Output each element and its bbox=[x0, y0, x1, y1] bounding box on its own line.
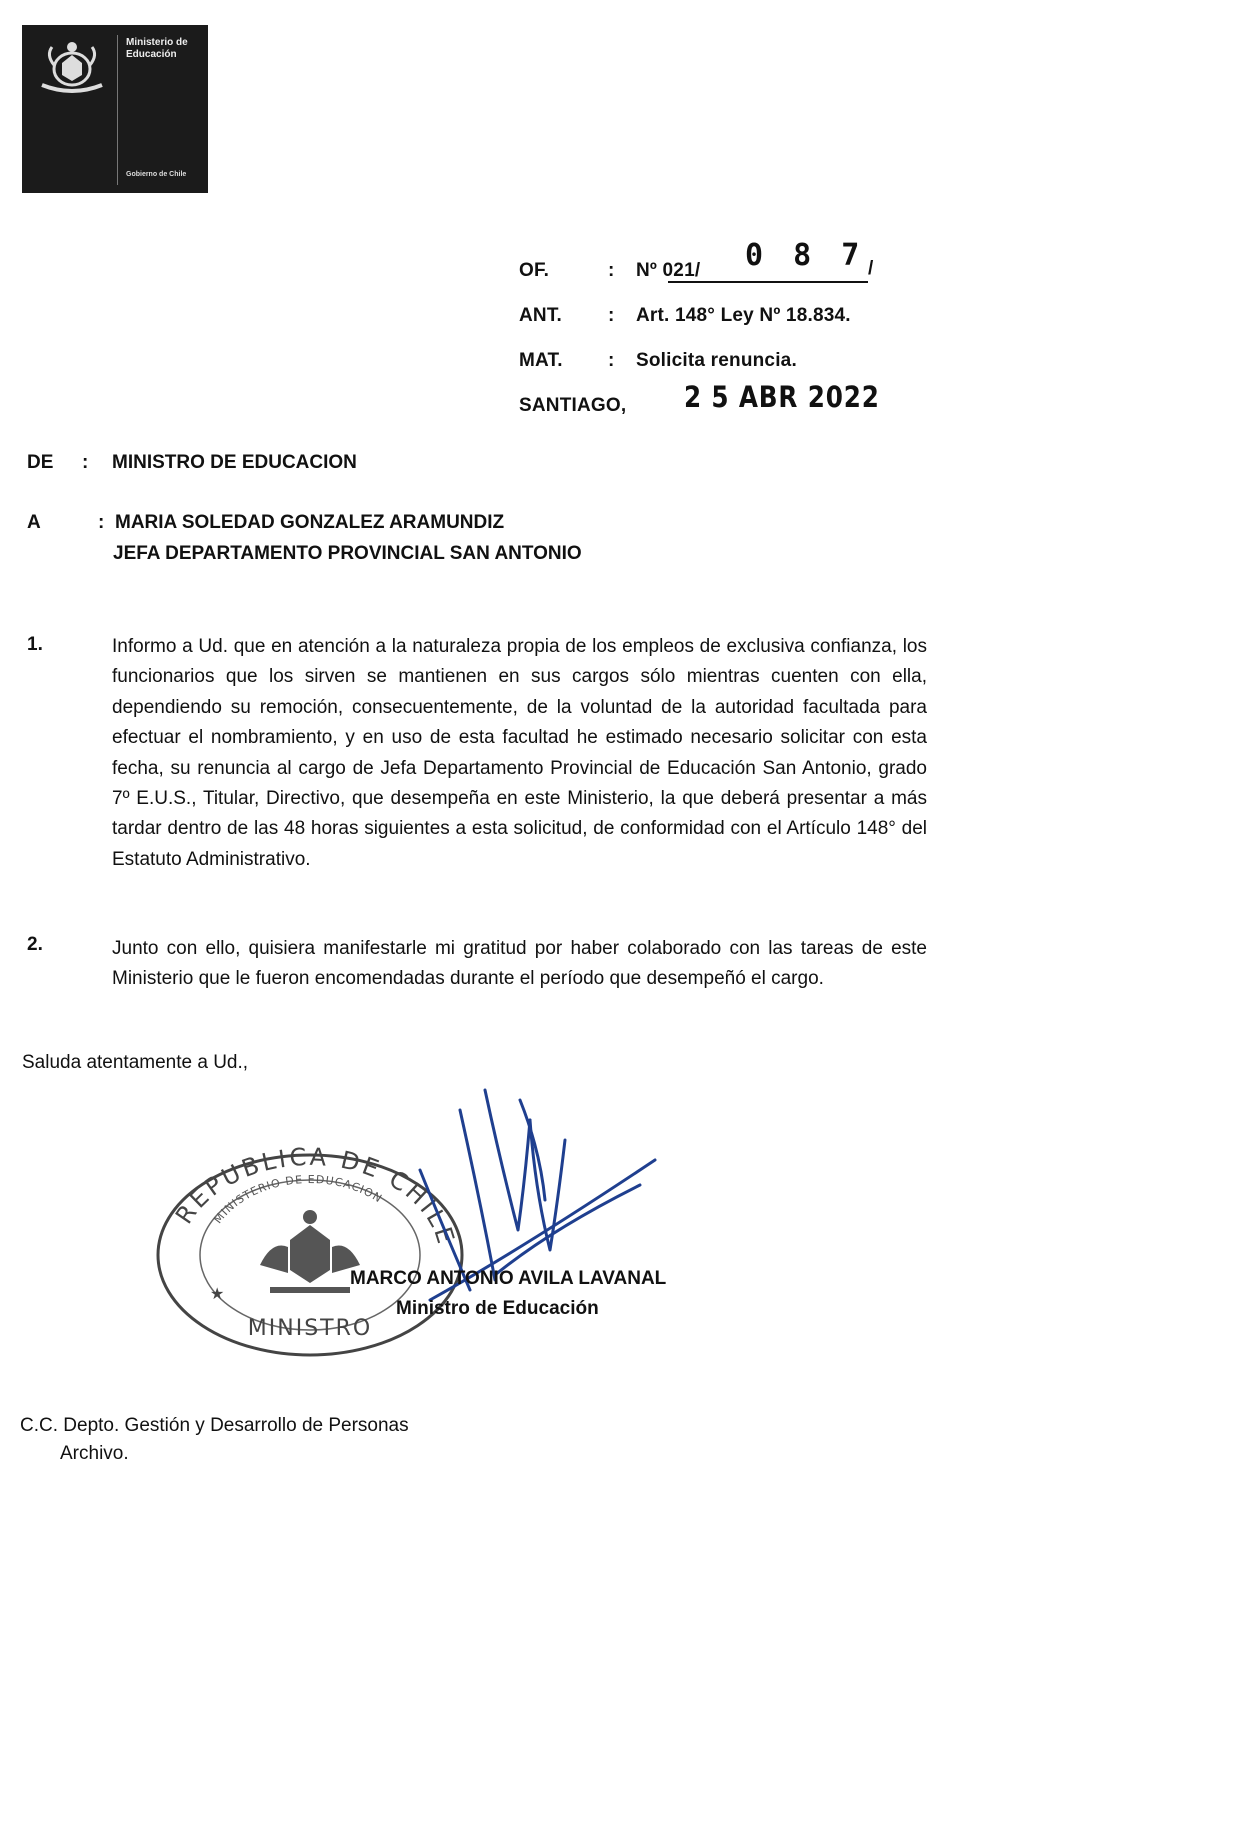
paragraph-2: Junto con ello, quisiera manifestarle mi gratitud por haber colaborado con las tareas de este Ministerio que le fueron encomendadas durante el período que desempeñó el cargo. bbox=[112, 938, 927, 990]
of-prefix: Nº 021/ bbox=[636, 260, 701, 281]
signatory-name: MARCO ANTONIO AVILA LAVANAL bbox=[350, 1268, 667, 1289]
handwritten-signature bbox=[400, 1080, 680, 1330]
of-label: OF. bbox=[519, 260, 550, 281]
seal-emblem bbox=[260, 1210, 360, 1293]
a-colon: : bbox=[98, 512, 105, 533]
logo-divider bbox=[117, 35, 118, 185]
signatory-title: Ministro de Educación bbox=[396, 1298, 599, 1319]
of-colon: : bbox=[608, 260, 615, 281]
de-colon: : bbox=[82, 452, 89, 473]
of-suffix: / bbox=[868, 258, 874, 279]
date-stamp: 2 5 ABR 2022 bbox=[684, 380, 880, 414]
ant-value: Art. 148° Ley Nº 18.834. bbox=[636, 305, 851, 326]
paragraph-number-1: 1. bbox=[27, 634, 43, 655]
de-label: DE bbox=[27, 452, 54, 473]
paragraph-number-2: 2. bbox=[27, 934, 43, 955]
seal-top-text: REPUBLICA DE CHILE bbox=[170, 1145, 461, 1250]
mat-colon: : bbox=[608, 350, 615, 371]
logo-ministry-text: Ministerio de Educación bbox=[126, 37, 188, 60]
of-number: 0 8 7 bbox=[745, 238, 866, 273]
place-label: SANTIAGO, bbox=[519, 395, 627, 416]
a-label: A bbox=[27, 512, 41, 533]
a-line1: MARIA SOLEDAD GONZALEZ ARAMUNDIZ bbox=[115, 512, 505, 533]
de-value: MINISTRO DE EDUCACION bbox=[112, 452, 357, 473]
ant-label: ANT. bbox=[519, 305, 563, 326]
ant-colon: : bbox=[608, 305, 615, 326]
ministry-logo bbox=[22, 25, 208, 193]
mat-value: Solicita renuncia. bbox=[636, 350, 797, 371]
of-underline bbox=[668, 281, 868, 283]
closing-text: Saluda atentamente a Ud., bbox=[22, 1052, 249, 1073]
cc-line-2: Archivo. bbox=[60, 1443, 129, 1464]
mat-label: MAT. bbox=[519, 350, 563, 371]
logo-government-text: Gobierno de Chile bbox=[126, 171, 187, 178]
a-line2: JEFA DEPARTAMENTO PROVINCIAL SAN ANTONIO bbox=[113, 543, 582, 564]
seal-bottom-text: MINISTRO bbox=[247, 1316, 373, 1341]
paragraph-1: Informo a Ud. que en atención a la naturaleza propia de los empleos de exclusiva confianza, los funcionarios que los sirven se mantienen en sus cargos sólo mientras cuenten con ella, dependiendo su remoción, consecuentemente, de la voluntad de la autoridad facultada para efectuar el nombramiento, y en uso de esta facultad he estimado necesario solicitar con esta fecha, su renuncia al cargo de Jefa Departamento Provincial de Educación San Antonio, grado 7º E.U.S., Titular, Directivo, que desempeña en este Ministerio, la que deberá presentar a más tardar dentro de las 48 horas siguientes a esta solicitud, de conformidad con el Artículo 148° del Estatuto Administrativo. bbox=[112, 636, 927, 870]
coat-of-arms-icon bbox=[32, 35, 112, 100]
seal-inner-text: MINISTERIO DE EDUCACION bbox=[211, 1172, 385, 1227]
seal-star-icon: ★ bbox=[210, 1284, 225, 1303]
cc-line-1: C.C. Depto. Gestión y Desarrollo de Personas bbox=[20, 1415, 409, 1436]
